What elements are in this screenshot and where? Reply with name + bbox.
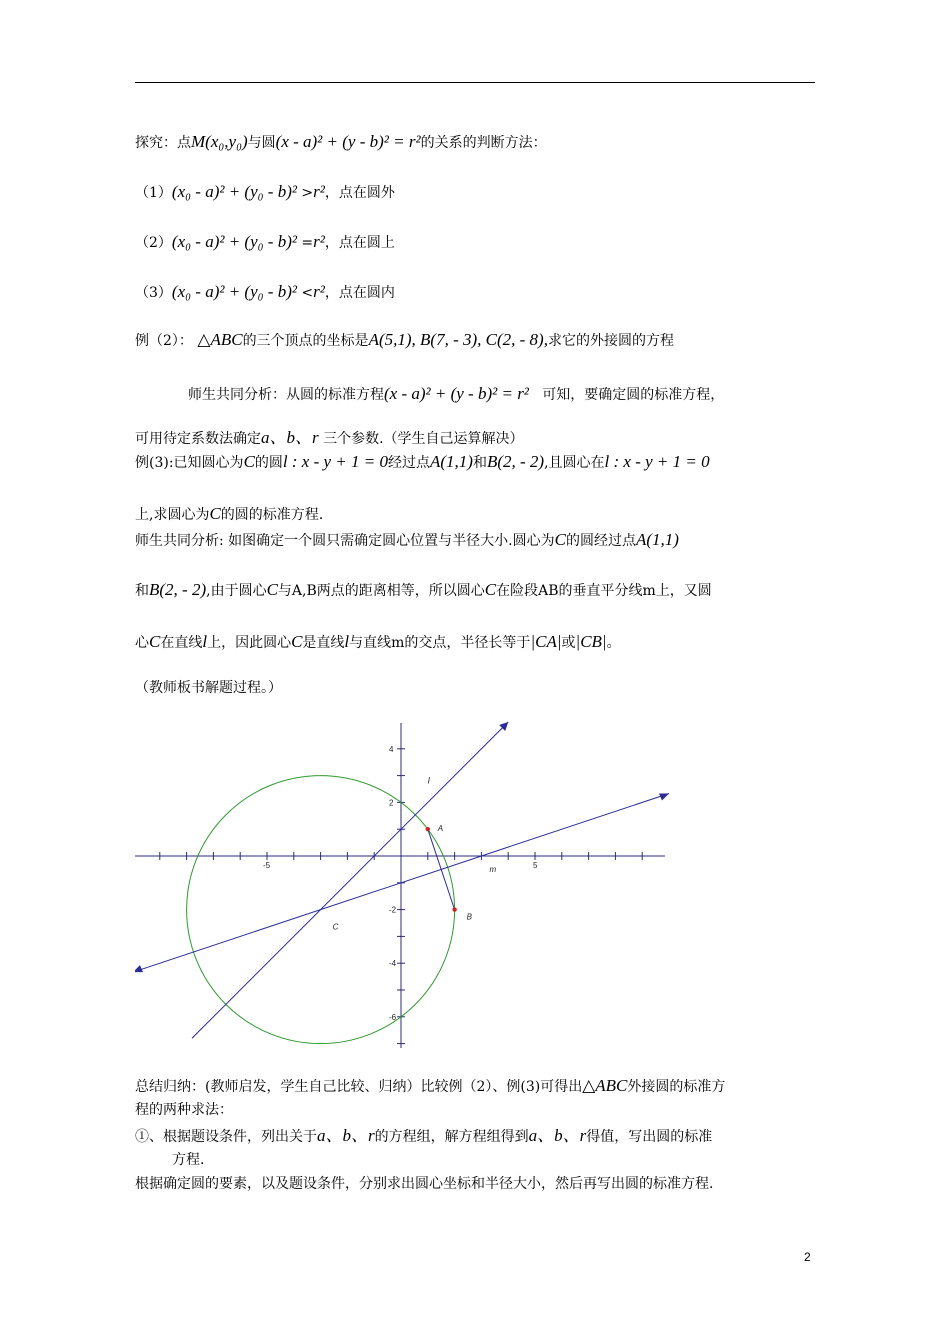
case-2: （2）(x₀ - a)² + (y₀ - b)² =r²，点在圆上 bbox=[135, 232, 395, 251]
label-b: B bbox=[466, 912, 472, 922]
analysis-1-line-2: 可用待定系数法确定a、b、r 三个参数.（学生自己运算解决） bbox=[135, 428, 524, 447]
board-note: （教师板书解题过程。） bbox=[135, 680, 282, 696]
geometry-figure bbox=[135, 718, 675, 1053]
example-2: 例（2）： △ABC的三个顶点的坐标是A(5,1), B(7, - 3), C(2, - 8),求它的外接圆的方程 bbox=[135, 330, 674, 349]
x-tick-label: -5 bbox=[263, 861, 271, 870]
y-tick-label: -2 bbox=[389, 905, 397, 915]
analysis-1-line-1: 师生共同分析：从圆的标准方程(x - a)² + (y - b)² = r² 可知，要确定圆的标准方程， bbox=[188, 384, 725, 403]
line-m-arrow bbox=[659, 793, 669, 800]
explore-line: 探究：点M(x₀,y₀)与圆(x - a)² + (y - b)² = r²的关系的判断方法： bbox=[135, 132, 547, 151]
example-3-line-1: 例(3):已知圆心为C的圆l : x - y + 1 = 0经过点A(1,1)和B(2, - 2),且圆心在l : x - y + 1 = 0 bbox=[135, 452, 710, 471]
label-c: C bbox=[332, 922, 339, 932]
segment-ab bbox=[428, 829, 455, 909]
y-tick-label: -6 bbox=[389, 1012, 397, 1022]
label-a: A bbox=[437, 824, 444, 834]
line-l bbox=[192, 722, 508, 1038]
summary-item-1-cont: 方程. bbox=[172, 1152, 205, 1168]
y-tick-label: 2 bbox=[389, 798, 394, 808]
label-m: m bbox=[489, 865, 497, 875]
case-1: （1）(x₀ - a)² + (y₀ - b)² >r²，点在圆外 bbox=[135, 182, 395, 201]
line-m-arrow-left bbox=[135, 965, 143, 972]
page-number: 2 bbox=[804, 1250, 811, 1264]
example-3-line-2: 上,求圆心为C的圆的标准方程. bbox=[135, 504, 324, 523]
summary-item-1: ①、根据题设条件，列出关于a、b、r的方程组，解方程组得到a、b、r得值，写出圆的标准 bbox=[135, 1126, 713, 1145]
y-tick-label: -4 bbox=[389, 959, 397, 969]
y-tick-label: 4 bbox=[389, 744, 394, 754]
x-tick-label: 5 bbox=[533, 861, 538, 870]
summary-line-1: 总结归纳：(教师启发，学生自己比较、归纳）比较例（2）、例(3)可得出△ABC外接圆的标准方 bbox=[135, 1076, 726, 1095]
analysis-2-line-3: 心C在直线l上，因此圆心C是直线l与直线m的交点，半径长等于|CA|或|CB|。 bbox=[135, 632, 621, 651]
summary-line-2: 程的两种求法： bbox=[135, 1102, 233, 1118]
header-rule bbox=[135, 82, 815, 83]
line-m bbox=[135, 793, 669, 972]
point-b bbox=[452, 907, 456, 911]
analysis-2-line-2: 和B(2, - 2),由于圆心C与A,B两点的距离相等，所以圆心C在险段AB的垂直平分线m上，又圆 bbox=[135, 580, 712, 599]
case-3: （3）(x₀ - a)² + (y₀ - b)² <r²，点在圆内 bbox=[135, 282, 395, 301]
point-a bbox=[426, 827, 430, 831]
summary-item-2: 根据确定圆的要素，以及题设条件，分别求出圆心坐标和半径大小，然后再写出圆的标准方程. bbox=[135, 1176, 714, 1192]
label-l: l bbox=[427, 775, 430, 786]
analysis-2-line-1: 师生共同分析: 如图确定一个圆只需确定圆心位置与半径大小.圆心为C的圆经过点A(1,1) bbox=[135, 530, 679, 549]
